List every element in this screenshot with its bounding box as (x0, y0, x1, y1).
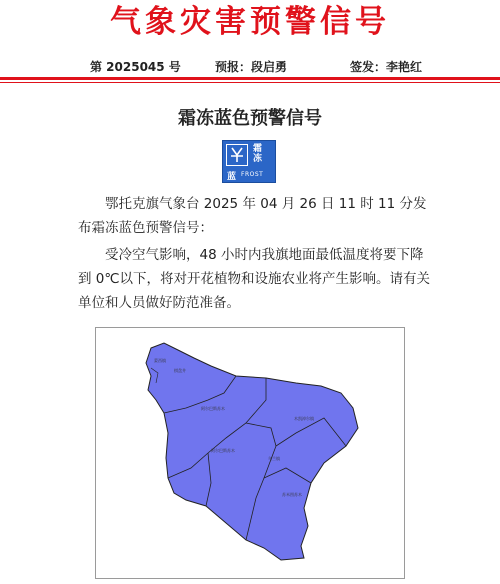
map-svg (96, 328, 406, 580)
map-region-outline (146, 343, 358, 560)
document-number: 第 2025045 号 (90, 60, 181, 74)
region-label: 木凯淖尔镇 (294, 416, 314, 421)
region-label: 棋盘井 (174, 368, 186, 373)
warning-area-map (95, 327, 405, 579)
issuance-paragraph: 鄂托克旗气象台 2025 年 04 月 26 日 11 时 11 分发布霜冻蓝色预警信号： (78, 196, 427, 236)
region-label: 蒙西镇 (154, 358, 166, 363)
region-label: 苏米图苏木 (282, 492, 302, 497)
document-meta-row (0, 56, 500, 76)
badge-color-text: 蓝 (227, 172, 237, 182)
warning-header-title: 气象灾害预警信号 (110, 4, 390, 40)
badge-text-frost: 霜冻 (253, 144, 263, 164)
forecaster-field (215, 58, 287, 75)
header-divider-thin (0, 82, 500, 83)
signer-label: 签发： (350, 60, 387, 74)
region-label: 阿尔巴斯苏木 (211, 448, 235, 453)
badge-top-text (253, 144, 263, 164)
forecaster-label: 预报： (215, 60, 252, 74)
signer-field (350, 58, 422, 75)
header-divider-thick (0, 77, 500, 80)
forecaster-name: 段启勇 (251, 60, 288, 74)
region-label: 阿尔巴斯苏木 (201, 406, 225, 411)
signer-name: 李艳红 (386, 60, 423, 74)
frost-symbol-icon (226, 144, 248, 166)
impact-paragraph: 受冷空气影响，48 小时内我旗地面最低温度将要下降到 0℃以下，将对开花植物和设施农业将产生影响。请有关单位和人员做好防范准备。 (78, 247, 431, 311)
document-title: 霜冻蓝色预警信号 (178, 108, 322, 129)
region-label: 乌兰镇 (268, 456, 280, 461)
frost-warning-icon (222, 140, 276, 183)
badge-english-text: FROST (241, 171, 264, 178)
